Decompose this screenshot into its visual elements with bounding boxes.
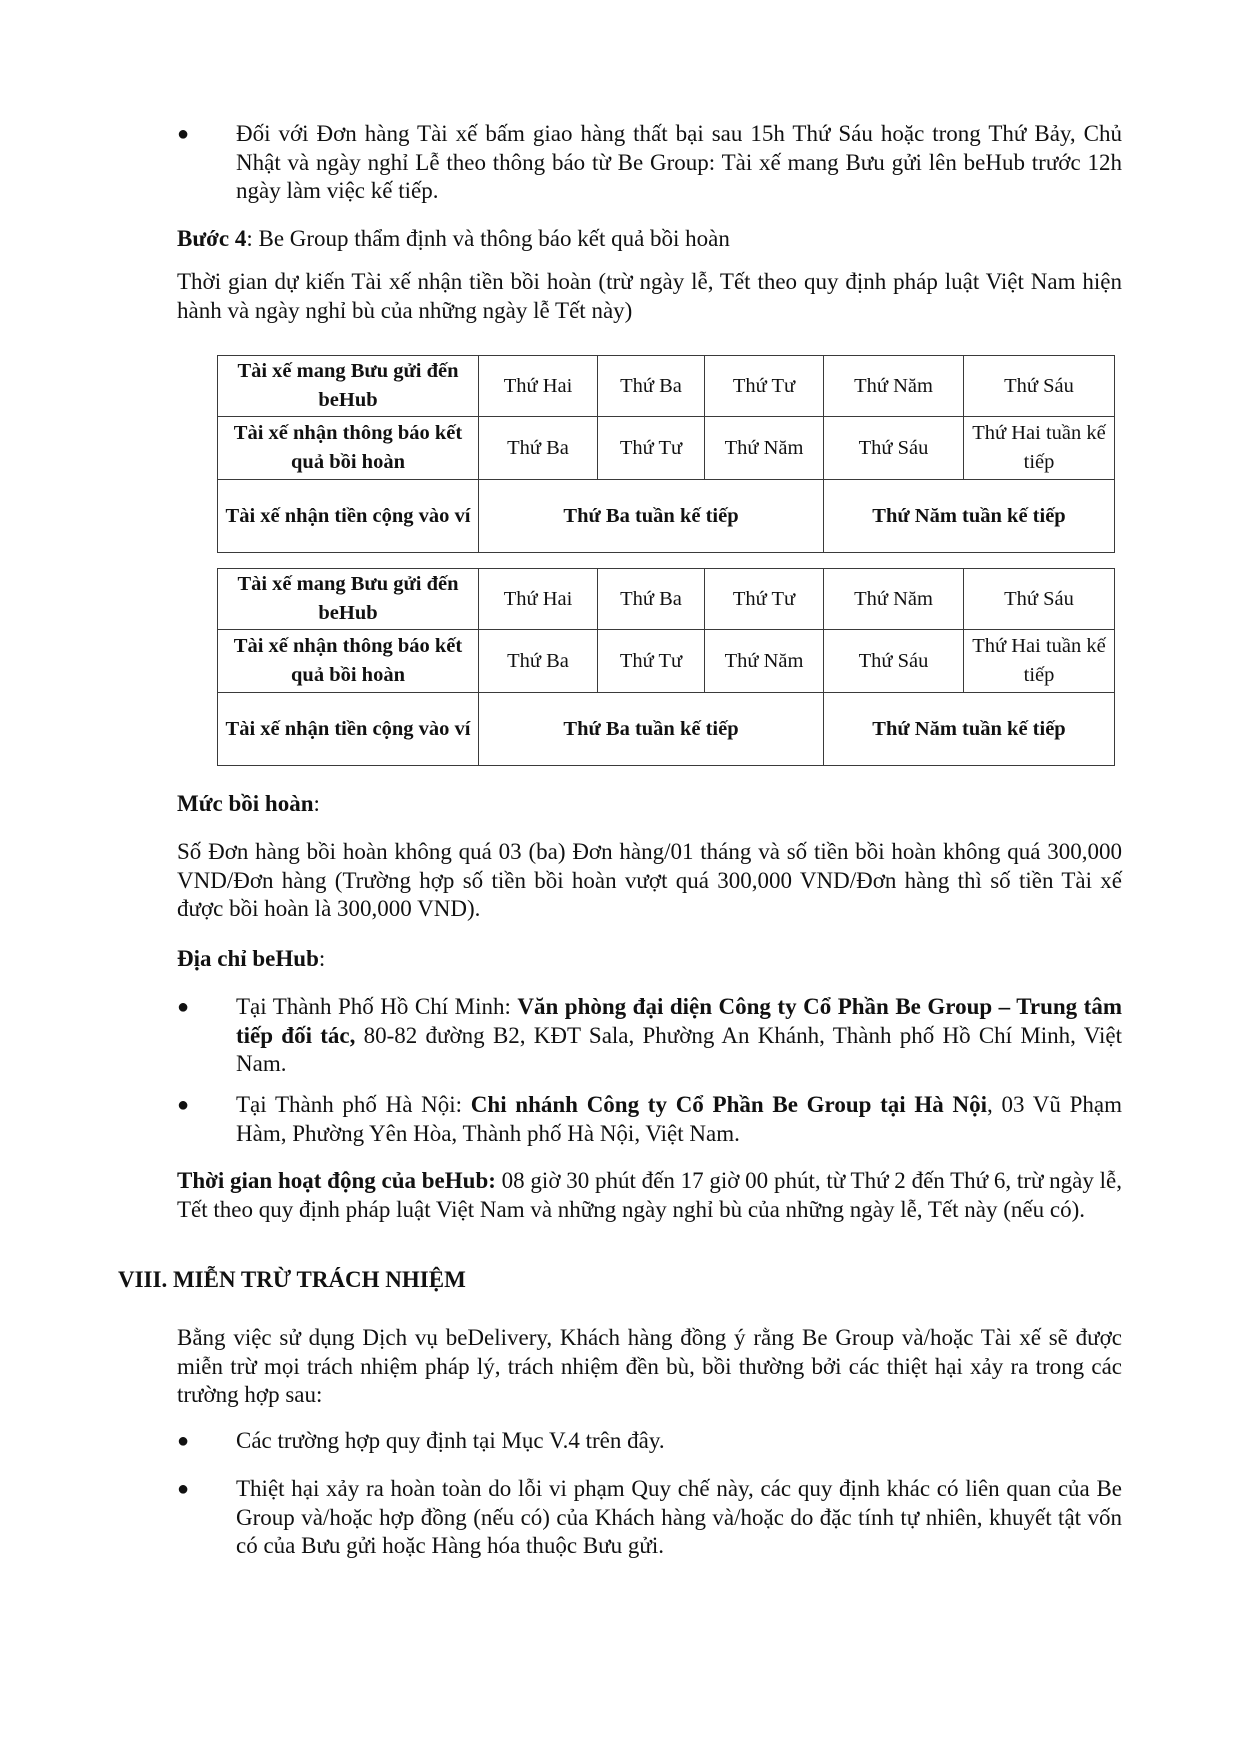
table-cell: Thứ Ba: [598, 356, 705, 417]
table-row-notification: [218, 630, 1115, 693]
expected-time-paragraph: Thời gian dự kiến Tài xế nhận tiền bồi hoàn (trừ ngày lễ, Tết theo quy định pháp luật Việt Nam hiện hành và ngày nghỉ bù của những ngày lễ Tết này): [177, 269, 1122, 323]
table-cell-merged: Thứ Ba tuần kế tiếp: [479, 693, 824, 766]
address-prefix: Tại Thành phố Hà Nội:: [236, 1092, 471, 1117]
table-cell: Thứ Ba: [479, 417, 598, 480]
colon: :: [313, 791, 320, 816]
table-cell-merged: Thứ Năm tuần kế tiếp: [824, 693, 1115, 766]
table-cell: Thứ Tư: [598, 630, 705, 693]
address-office-name: Văn phòng đại diện Công ty Cổ Phần Be Group – Trung tâm tiếp đối tác,: [236, 994, 1122, 1048]
address-text: [236, 993, 1122, 1079]
compensation-paragraph: Số Đơn hàng bồi hoàn không quá 03 (ba) Đơn hàng/01 tháng và số tiền bồi hoàn không quá 300,000 VND/Đơn hàng (Trường hợp số tiền bồi hoàn vượt quá 300,000 VND/Đơn hàng thì số tiền Tài xế được bồi hoàn là 300,000 VND).: [177, 839, 1122, 921]
bullet-icon: ●: [177, 1478, 190, 1500]
step-4-text: : Be Group thẩm định và thông báo kết quả bồi hoàn: [246, 226, 730, 251]
row-header: Tài xế nhận tiền cộng vào ví: [218, 480, 479, 553]
schedule-table-1: [217, 355, 1115, 553]
section-intro-paragraph: Bằng việc sử dụng Dịch vụ beDelivery, Khách hàng đồng ý rằng Be Group và/hoặc Tài xế sẽ được miễn trừ mọi trách nhiệm pháp lý, trách nhiệm đền bù, bồi thường bởi các thiệt hại xảy ra trong các trường hợp sau:: [177, 1325, 1122, 1407]
table-cell: Thứ Sáu: [824, 417, 964, 480]
schedule-table-2: [217, 568, 1115, 766]
table-cell: Thứ Năm: [824, 569, 964, 630]
section-heading: VIII. MIỄN TRỪ TRÁCH NHIỆM: [118, 1267, 466, 1292]
table-row-drop-off: [218, 356, 1115, 417]
bullet-icon: ●: [177, 1094, 190, 1116]
row-header: Tài xế nhận tiền cộng vào ví: [218, 693, 479, 766]
address-text: [236, 1091, 1122, 1148]
compensation-label-line: [177, 790, 1122, 819]
row-header: Tài xế mang Bưu gửi đến beHub: [218, 569, 479, 630]
table-cell: Thứ Ba: [479, 630, 598, 693]
table-cell: Thứ Năm: [705, 630, 824, 693]
bullet-text: Đối với Đơn hàng Tài xế bấm giao hàng thất bại sau 15h Thứ Sáu hoặc trong Thứ Bảy, Chủ Nhật và ngày nghỉ Lễ theo thông báo từ Be Group: Tài xế mang Bưu gửi lên beHub trước 12h ngày làm việc kế tiếp.: [236, 121, 1122, 203]
row-header: Tài xế mang Bưu gửi đến beHub: [218, 356, 479, 417]
table-cell: Thứ Ba: [598, 569, 705, 630]
table-cell: Thứ Sáu: [964, 356, 1115, 417]
address-detail: 80-82 đường B2, KĐT Sala, Phường An Khánh, Thành phố Hồ Chí Minh, Việt Nam.: [236, 1022, 1122, 1076]
table-cell-merged: Thứ Năm tuần kế tiếp: [824, 480, 1115, 553]
table-cell: Thứ Tư: [598, 417, 705, 480]
address-detail: , 03 Vũ Phạm Hàm, Phường Yên Hòa, Thành phố Hà Nội, Việt Nam.: [236, 1092, 1122, 1146]
table-cell: Thứ Hai tuần kế tiếp: [964, 630, 1115, 693]
table-row-payout: [218, 693, 1115, 766]
operating-hours-label: Thời gian hoạt động của beHub:: [177, 1168, 496, 1193]
table-row-payout: [218, 480, 1115, 553]
table-cell: Thứ Tư: [705, 569, 824, 630]
address-office-name: Chi nhánh Công ty Cổ Phần Be Group tại Hà Nội: [470, 1092, 987, 1117]
colon: :: [318, 946, 326, 971]
table-cell: Thứ Sáu: [824, 630, 964, 693]
address-label: Địa chỉ beHub: [177, 946, 319, 971]
table-cell: Thứ Hai tuần kế tiếp: [964, 417, 1115, 480]
table-cell: Thứ Hai: [479, 569, 598, 630]
table-cell-merged: Thứ Ba tuần kế tiếp: [479, 480, 824, 553]
bullet-icon: ●: [177, 123, 190, 145]
address-label-line: [177, 945, 1122, 974]
exemption-text: Các trường hợp quy định tại Mục V.4 trên đây.: [236, 1428, 665, 1453]
row-header: Tài xế nhận thông báo kết quả bồi hoàn: [218, 630, 479, 693]
table-row-drop-off: [218, 569, 1115, 630]
operating-hours-text: 08 giờ 30 phút đến 17 giờ 00 phút, từ Thứ 2 đến Thứ 6, trừ ngày lễ, Tết theo quy định pháp luật Việt Nam và những ngày nghỉ bù của những ngày lễ, Tết này (nếu có).: [177, 1168, 1122, 1222]
table-row-notification: [218, 417, 1115, 480]
bullet-icon: ●: [177, 1430, 190, 1452]
compensation-label: Mức bồi hoàn: [177, 791, 314, 816]
step-4-label: Bước 4: [177, 226, 247, 251]
address-prefix: Tại Thành Phố Hồ Chí Minh:: [236, 994, 518, 1019]
table-cell: Thứ Tư: [705, 356, 824, 417]
exemption-text: Thiệt hại xảy ra hoàn toàn do lỗi vi phạm Quy chế này, các quy định khác có liên quan của Be Group và/hoặc hợp đồng (nếu có) của Khách hàng và/hoặc do đặc tính tự nhiên, khuyết tật vốn có của Bưu gửi hoặc Hàng hóa thuộc Bưu gửi.: [236, 1476, 1122, 1558]
table-cell: Thứ Sáu: [964, 569, 1115, 630]
step-4-line: [177, 225, 1122, 254]
row-header: Tài xế nhận thông báo kết quả bồi hoàn: [218, 417, 479, 480]
table-cell: Thứ Hai: [479, 356, 598, 417]
operating-hours-paragraph: [177, 1167, 1122, 1224]
table-cell: Thứ Năm: [824, 356, 964, 417]
bullet-icon: ●: [177, 996, 190, 1018]
table-cell: Thứ Năm: [705, 417, 824, 480]
